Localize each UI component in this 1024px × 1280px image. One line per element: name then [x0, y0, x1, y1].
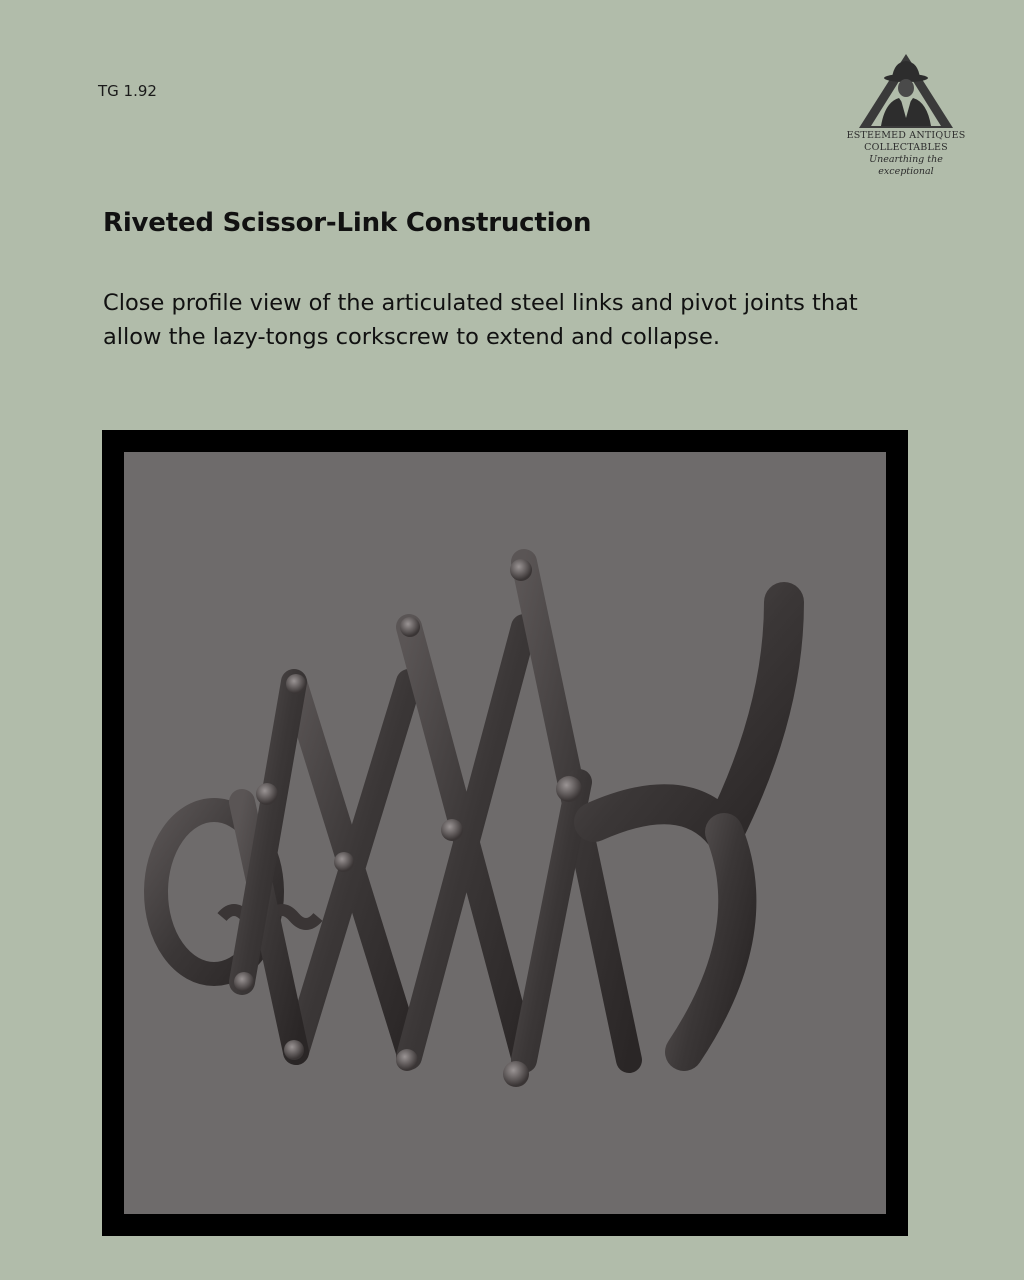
- brand-logo: [842, 48, 970, 178]
- page-title: Riveted Scissor-Link Construction: [103, 208, 592, 238]
- logo-line-2: COLLECTABLES: [864, 142, 948, 153]
- page-description: Close profile view of the articulated steel links and pivot joints that allow the lazy-tongs corkscrew to extend and collapse.: [103, 290, 858, 350]
- logo-tagline: Unearthing the exceptional: [869, 154, 943, 177]
- photo-frame: [102, 430, 908, 1236]
- detective-icon: [851, 48, 961, 130]
- corkscrew-photo: [124, 452, 886, 1214]
- lazy-tongs-corkscrew-illustration: [124, 452, 886, 1214]
- logo-line-1: ESTEEMED ANTIQUES: [846, 130, 966, 141]
- reference-code: TG 1.92: [98, 82, 157, 100]
